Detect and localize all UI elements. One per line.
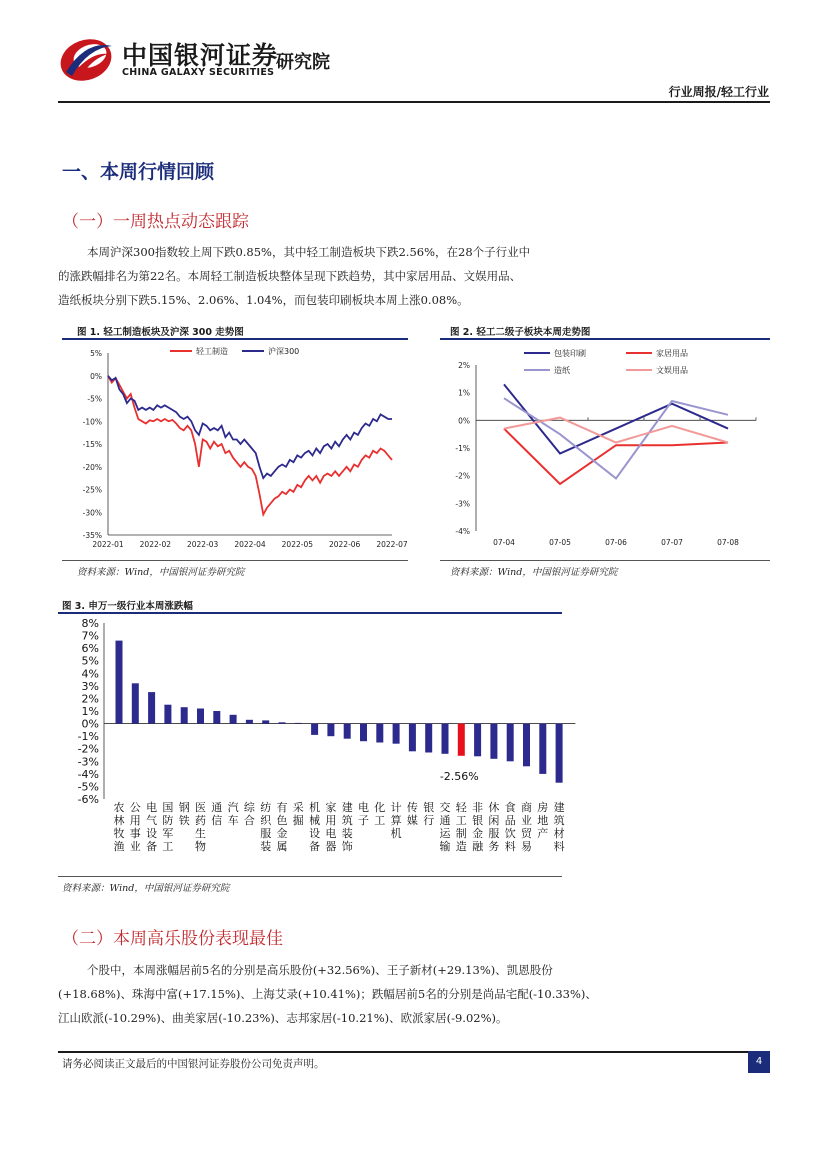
- x-tick-label: 2022-02: [139, 540, 172, 549]
- category-label-char: 工: [455, 814, 467, 827]
- bar-家用电器: [327, 724, 334, 737]
- category-label-char: 有: [276, 801, 288, 814]
- category-label-char: 非: [472, 801, 484, 814]
- category-label-char: 设: [309, 827, 321, 840]
- y-tick-label: -5%: [77, 780, 99, 794]
- category-label-char: 建: [553, 801, 565, 814]
- bar-食品饮料: [507, 724, 514, 762]
- y-tick-label: -25%: [82, 485, 102, 495]
- category-label-char: 算: [390, 814, 402, 827]
- figure-3-chart: [58, 613, 565, 875]
- category-label-char: 公: [129, 801, 141, 814]
- category-label-char: 工: [374, 814, 386, 827]
- y-tick-label: 3%: [81, 679, 99, 693]
- y-tick-label: 8%: [81, 617, 99, 630]
- category-label-char: 筑: [341, 814, 353, 827]
- category-label-char: 休: [488, 801, 500, 814]
- legend-label: 造纸: [554, 366, 570, 375]
- category-label-char: 装: [260, 840, 272, 853]
- bar-休闲服务: [490, 724, 497, 759]
- y-tick-label: 1%: [81, 705, 99, 718]
- paragraph-1-line: 本周沪深300指数较上周下跌0.85%，其中轻工制造板块下跌2.56%，在28个子行业中: [87, 245, 531, 259]
- bar-纺织服装: [262, 720, 269, 723]
- category-label-char: 材: [553, 827, 565, 840]
- x-tick-label: 2022-06: [328, 540, 361, 549]
- category-label-char: 业: [129, 840, 141, 853]
- category-label-char: 事: [129, 827, 141, 840]
- logo-department: 研究院: [276, 52, 330, 73]
- legend-label: 文娱用品: [656, 366, 688, 375]
- y-tick-label: 5%: [90, 349, 102, 358]
- y-tick-label: 4%: [81, 667, 99, 681]
- category-label-char: 轻: [455, 801, 467, 814]
- category-label-char: 闲: [488, 814, 500, 827]
- category-label-char: 采: [292, 801, 304, 814]
- figure-3-bottom-rule: [58, 876, 562, 877]
- category-label-char: 产: [537, 827, 549, 840]
- category-label-char: 林: [113, 814, 125, 827]
- category-label-char: 设: [146, 827, 158, 840]
- legend-label: 包装印刷: [554, 349, 586, 358]
- figure-1-bottom-rule: [62, 560, 408, 561]
- y-tick-label: 7%: [81, 629, 99, 643]
- category-label-char: 务: [488, 840, 500, 853]
- company-logo: [58, 32, 116, 84]
- y-tick-label: -3%: [455, 499, 470, 509]
- bar-公用事业: [132, 683, 139, 723]
- x-tick-label: 2022-04: [234, 540, 266, 549]
- category-label-char: 融: [472, 840, 484, 853]
- category-label-char: 渔: [113, 840, 125, 853]
- category-label-char: 用: [129, 814, 141, 827]
- category-label-char: 牧: [113, 827, 125, 840]
- section-title: 一、本周行情回顾: [62, 161, 215, 183]
- paragraph-1-line: 造纸板块分别下跌5.15%、2.06%、1.04%，而包装印刷板块本周上涨0.08%。: [58, 293, 469, 307]
- category-label-char: 纺: [260, 801, 272, 814]
- category-label-char: 电: [146, 801, 158, 814]
- figure-1-caption: 图 1. 轻工制造板块及沪深 300 走势图: [77, 327, 244, 338]
- category-label-char: 用: [325, 814, 337, 827]
- category-label-char: 综: [243, 801, 255, 814]
- y-tick-label: 6%: [81, 642, 99, 656]
- figure-2-source: 资料来源：Wind，中国银河证券研究院: [450, 567, 618, 578]
- category-label-char: 物: [195, 840, 206, 853]
- category-label-char: 饰: [341, 840, 353, 853]
- footer-divider: [58, 1051, 770, 1053]
- figure-1-chart: [62, 339, 408, 559]
- page-number: 4: [748, 1051, 770, 1073]
- series-line-2: [504, 429, 728, 484]
- figure-3-svg: [58, 613, 565, 875]
- footer-disclaimer: 请务必阅读正文最后的中国银河证券股份公司免责声明。: [62, 1058, 325, 1070]
- category-label-char: 媒: [406, 814, 418, 827]
- bar-通信: [213, 711, 220, 724]
- x-tick-label: 2022-07: [376, 540, 408, 549]
- logo-chinese-name: 中国银河证券: [122, 41, 279, 70]
- category-label-char: 电: [325, 827, 337, 840]
- logo-english-name: CHINA GALAXY SECURITIES: [122, 67, 275, 78]
- y-tick-label: 1%: [458, 388, 470, 398]
- category-label-char: 电: [358, 801, 369, 814]
- category-label-char: 机: [390, 827, 402, 840]
- category-label-char: 易: [521, 840, 532, 853]
- y-tick-label: -30%: [82, 508, 102, 518]
- category-label-char: 造: [455, 840, 467, 853]
- bar-计算机: [393, 724, 400, 744]
- category-label-char: 属: [276, 840, 288, 853]
- paragraph-1: [58, 240, 770, 312]
- bar-机械设备: [311, 724, 318, 735]
- category-label-char: 运: [439, 827, 451, 840]
- bar-采掘: [295, 723, 302, 724]
- y-tick-label: -20%: [82, 462, 102, 472]
- series-line-4: [504, 418, 728, 443]
- bar-房地产: [539, 724, 546, 774]
- category-label-char: 建: [341, 801, 353, 814]
- y-tick-label: -1%: [455, 444, 470, 453]
- x-tick-label: 2022-01: [92, 540, 124, 549]
- bar-电气设备: [148, 692, 155, 723]
- bar-国防军工: [164, 705, 171, 724]
- figure-1-svg: [62, 339, 408, 559]
- category-label-char: 地: [537, 814, 549, 827]
- category-label-char: 防: [162, 814, 174, 827]
- y-tick-label: 2%: [81, 692, 99, 706]
- category-label-char: 汽: [227, 801, 239, 814]
- x-tick-label: 07-06: [605, 538, 627, 547]
- y-tick-label: -4%: [455, 527, 470, 536]
- category-label-char: 输: [439, 840, 451, 853]
- bar-汽车: [230, 715, 237, 724]
- category-label-char: 通: [211, 801, 223, 814]
- bar-钢铁: [181, 707, 188, 723]
- category-label-char: 金: [276, 827, 288, 840]
- category-label-char: 钢: [178, 801, 190, 814]
- header-divider: [58, 101, 770, 103]
- x-tick-label: 07-07: [661, 538, 683, 547]
- category-label-char: 通: [439, 814, 451, 827]
- bar-轻工制造: [458, 724, 465, 756]
- category-label-char: 筑: [553, 814, 565, 827]
- x-tick-label: 07-08: [717, 538, 739, 547]
- bar-传媒: [409, 724, 416, 752]
- bar-综合: [246, 720, 253, 724]
- y-tick-label: -1%: [77, 730, 99, 744]
- category-label-char: 行: [423, 814, 435, 827]
- figure-2-svg: [440, 339, 770, 559]
- category-label-char: 机: [309, 801, 321, 814]
- y-tick-label: -15%: [82, 440, 102, 449]
- category-label-char: 备: [309, 840, 321, 853]
- category-label-char: 银: [472, 814, 484, 827]
- category-label-char: 化: [374, 801, 386, 814]
- x-tick-label: 07-05: [549, 538, 571, 547]
- category-label-char: 信: [211, 814, 223, 827]
- category-label-char: 服: [488, 827, 500, 840]
- category-label-char: 国: [162, 801, 174, 814]
- y-tick-label: -35%: [82, 531, 102, 540]
- category-label-char: 器: [325, 840, 337, 853]
- y-tick-label: -3%: [77, 755, 99, 769]
- figure-2-bottom-rule: [440, 560, 770, 561]
- logo-icon: [58, 32, 116, 84]
- figure-1-source: 资料来源：Wind，中国银河证券研究院: [77, 567, 245, 578]
- bar-建筑装饰: [344, 724, 351, 739]
- figure-2-chart: [440, 339, 770, 559]
- x-tick-label: 2022-03: [186, 540, 219, 549]
- category-label-char: 料: [504, 840, 516, 853]
- bar-交通运输: [442, 724, 449, 754]
- category-label-char: 车: [227, 814, 239, 827]
- y-tick-label: 0%: [90, 371, 102, 381]
- legend-label: 家居用品: [656, 349, 688, 358]
- y-tick-label: 0%: [81, 717, 99, 731]
- y-tick-label: -2%: [77, 742, 99, 756]
- bar-商业贸易: [523, 724, 530, 767]
- figure-3-source: 资料来源：Wind，中国银河证券研究院: [62, 883, 230, 894]
- category-label-char: 掘: [292, 814, 304, 827]
- category-label-char: 铁: [178, 814, 190, 827]
- category-label-char: 服: [260, 827, 272, 840]
- paragraph-2: [58, 958, 770, 1030]
- bar-建筑材料: [556, 724, 563, 783]
- subsection-title-1: （一）一周热点动态跟踪: [62, 212, 249, 232]
- legend-label: 轻工制造: [196, 347, 228, 356]
- category-label-char: 房: [537, 801, 549, 814]
- category-label-char: 装: [341, 827, 353, 840]
- x-tick-label: 2022-05: [281, 540, 314, 549]
- y-tick-label: -4%: [77, 767, 99, 781]
- category-label-char: 商: [521, 801, 532, 814]
- category-label-char: 工: [162, 840, 174, 853]
- category-label-char: 织: [260, 814, 272, 827]
- category-label-char: 传: [406, 801, 418, 814]
- category-label-char: 备: [146, 840, 158, 853]
- category-label-char: 械: [309, 814, 321, 827]
- category-label-char: 合: [243, 814, 255, 827]
- bar-农林牧渔: [116, 641, 123, 724]
- category-label-char: 业: [521, 814, 532, 827]
- category-label-char: 饮: [504, 827, 516, 840]
- category-label-char: 料: [553, 840, 565, 853]
- figure-3-caption: 图 3. 申万一级行业本周涨跌幅: [62, 601, 193, 612]
- y-tick-label: -10%: [82, 417, 102, 427]
- report-category: 行业周报/轻工行业: [668, 85, 769, 99]
- category-label-char: 子: [358, 814, 369, 827]
- y-tick-label: 2%: [458, 361, 470, 370]
- bar-电子: [360, 724, 367, 742]
- category-label-char: 计: [390, 801, 402, 814]
- category-label-char: 色: [276, 814, 288, 827]
- highlight-value-label: -2.56%: [439, 769, 479, 783]
- paragraph-2-line: 江山欧派(-10.29%)、曲美家居(-10.23%)、志邦家居(-10.21%)、欧派家居(-9.02%)。: [58, 1011, 508, 1025]
- y-tick-label: 5%: [81, 654, 99, 668]
- category-label-char: 军: [162, 827, 174, 840]
- bar-非银金融: [474, 724, 481, 757]
- category-label-char: 药: [195, 814, 206, 827]
- category-label-char: 生: [195, 827, 206, 840]
- category-label-char: 制: [455, 827, 467, 840]
- legend-label: 沪深300: [268, 347, 300, 356]
- category-label-char: 农: [113, 801, 125, 814]
- paragraph-2-line: (+18.68%)、珠海中富(+17.15%)、上海艾录(+10.41%)；跌幅居前5名的分别是尚品宅配(-10.33%)、: [58, 987, 597, 1001]
- bar-银行: [425, 724, 432, 753]
- category-label-char: 医: [195, 801, 206, 814]
- bar-化工: [376, 724, 383, 743]
- category-label-char: 食: [504, 801, 516, 814]
- bar-有色金属: [279, 722, 286, 723]
- y-tick-label: -6%: [77, 793, 99, 806]
- category-label-char: 金: [472, 827, 484, 840]
- x-tick-label: 07-04: [493, 538, 515, 547]
- category-label-char: 品: [504, 814, 516, 827]
- y-tick-label: -2%: [455, 471, 470, 481]
- paragraph-1-line: 的涨跌幅排名为第22名。本周轻工制造板块整体呈现下跌趋势，其中家居用品、文娱用品、: [58, 269, 522, 283]
- category-label-char: 家: [325, 801, 337, 814]
- series-line-3: [504, 398, 728, 478]
- y-tick-label: -5%: [87, 394, 102, 404]
- subsection-title-2: （二）本周高乐股份表现最佳: [62, 929, 283, 949]
- series-line-2: [108, 376, 392, 478]
- category-label-char: 银: [423, 801, 435, 814]
- category-label-char: 交: [439, 801, 451, 814]
- category-label-char: 气: [146, 814, 158, 827]
- y-tick-label: 0%: [458, 416, 470, 426]
- bar-医药生物: [197, 709, 204, 724]
- category-label-char: 贸: [521, 827, 532, 840]
- figure-2-caption: 图 2. 轻工二级子板块本周走势图: [450, 327, 591, 338]
- paragraph-2-line: 个股中，本周涨幅居前5名的分别是高乐股份(+32.56%)、王子新材(+29.13%)、凯恩股份: [87, 963, 553, 977]
